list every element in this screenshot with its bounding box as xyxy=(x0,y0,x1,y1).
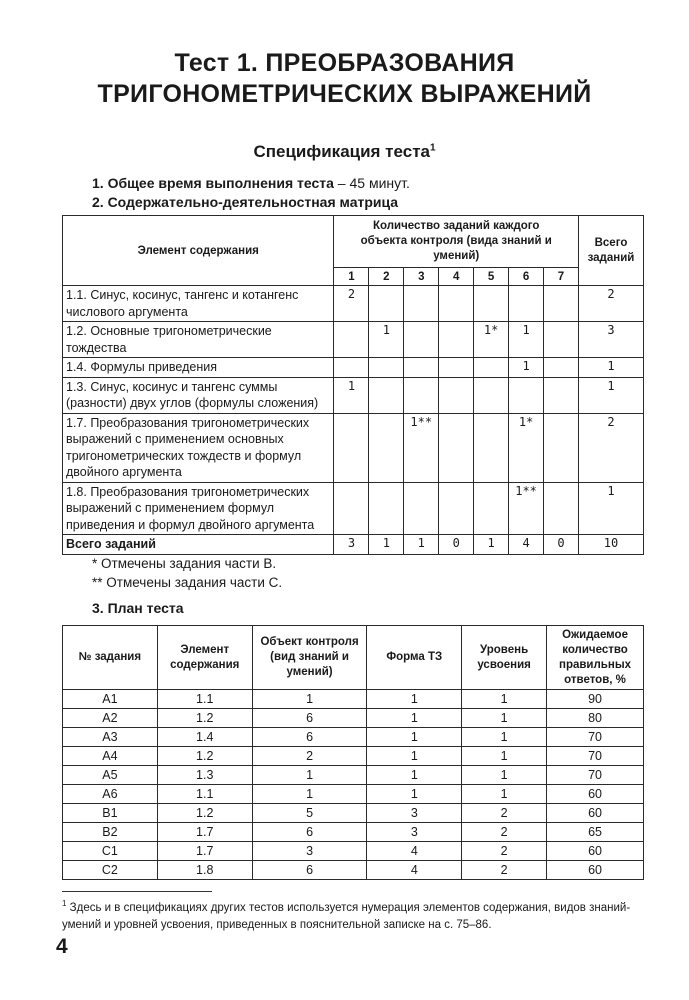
plan-cell: 1 xyxy=(252,690,367,709)
plan-cell: 1.7 xyxy=(157,842,252,861)
matrix-count-cell xyxy=(404,358,439,378)
plan-cell: 1 xyxy=(367,766,462,785)
plan-row xyxy=(63,709,644,728)
plan-cell: 2 xyxy=(252,747,367,766)
plan-cell: C1 xyxy=(63,842,158,861)
plan-cell: 6 xyxy=(252,709,367,728)
plan-column-header: Объект контроля (вид знаний и умений) xyxy=(252,626,367,690)
plan-heading: 3. План теста xyxy=(92,600,184,616)
plan-cell: 1 xyxy=(462,690,547,709)
matrix-count-cell xyxy=(544,377,579,413)
plan-cell: 70 xyxy=(547,747,644,766)
plan-cell: 1.8 xyxy=(157,861,252,880)
plan-row xyxy=(63,747,644,766)
matrix-row xyxy=(63,358,644,378)
matrix-total-row xyxy=(63,535,644,555)
plan-cell: A5 xyxy=(63,766,158,785)
plan-cell: 1.2 xyxy=(157,709,252,728)
matrix-row-total-cell: 2 xyxy=(578,286,643,322)
note-part-c: ** Отмечены задания части С. xyxy=(92,575,283,590)
plan-row xyxy=(63,728,644,747)
matrix-count-cell xyxy=(544,482,579,535)
plan-cell: 2 xyxy=(462,861,547,880)
plan-cell: 1 xyxy=(462,766,547,785)
matrix-row-total-cell: 10 xyxy=(578,535,643,555)
matrix-row-total-cell: 1 xyxy=(578,482,643,535)
page-number: 4 xyxy=(56,935,68,958)
plan-cell: 5 xyxy=(252,804,367,823)
footnote-text: Здесь и в спецификациях других тестов используется нумерация элементов содержания, видов знаний-умений и уровней усвоения, приведенных в пояснительной записке на с. 75–86. xyxy=(62,901,631,931)
plan-cell: 3 xyxy=(367,804,462,823)
matrix-count-cell xyxy=(334,322,369,358)
matrix-count-cell xyxy=(474,482,509,535)
matrix-column-header: 6 xyxy=(509,268,544,286)
matrix-count-cell xyxy=(509,286,544,322)
plan-cell: 60 xyxy=(547,842,644,861)
matrix-count-cell xyxy=(369,413,404,482)
matrix-count-cell: 1* xyxy=(474,322,509,358)
matrix-count-cell xyxy=(544,358,579,378)
plan-cell: 1 xyxy=(367,785,462,804)
matrix-column-header: 4 xyxy=(439,268,474,286)
footnote-rule xyxy=(62,891,212,892)
plan-cell: 2 xyxy=(462,823,547,842)
plan-row xyxy=(63,804,644,823)
matrix-row xyxy=(63,286,644,322)
matrix-count-cell: 1 xyxy=(404,535,439,555)
matrix-count-cell xyxy=(439,358,474,378)
matrix-count-cell xyxy=(369,377,404,413)
matrix-count-cell xyxy=(334,358,369,378)
matrix-count-cell xyxy=(439,286,474,322)
plan-row xyxy=(63,766,644,785)
plan-column-header: Уровень усвоения xyxy=(462,626,547,690)
matrix-count-cell: 4 xyxy=(509,535,544,555)
matrix-element-cell: 1.1. Синус, косинус, тангенс и котангенс числового аргумента xyxy=(63,286,334,322)
plan-cell: 1.1 xyxy=(157,785,252,804)
test-time-label: 1. Общее время выполнения теста xyxy=(92,175,334,191)
plan-row xyxy=(63,690,644,709)
matrix-count-cell: 3 xyxy=(334,535,369,555)
matrix-count-cell xyxy=(474,413,509,482)
matrix-row-total-cell: 1 xyxy=(578,377,643,413)
matrix-column-header: 3 xyxy=(404,268,439,286)
title-line-1: Тест 1. ПРЕОБРАЗОВАНИЯ xyxy=(174,49,515,77)
plan-cell: 1 xyxy=(462,728,547,747)
matrix-count-cell xyxy=(404,377,439,413)
matrix-count-cell: 1 xyxy=(509,358,544,378)
spec-heading-text: Спецификация теста xyxy=(253,142,430,161)
matrix-count-cell xyxy=(474,286,509,322)
matrix-count-cell: 1 xyxy=(474,535,509,555)
matrix-count-cell: 1 xyxy=(509,322,544,358)
matrix-count-cell xyxy=(334,413,369,482)
plan-cell: 3 xyxy=(252,842,367,861)
plan-cell: 1 xyxy=(367,747,462,766)
matrix-count-cell xyxy=(439,377,474,413)
plan-cell: 1.1 xyxy=(157,690,252,709)
matrix-column-header: 7 xyxy=(544,268,579,286)
footnote-mark: 1 xyxy=(62,899,67,908)
matrix-count-cell xyxy=(404,482,439,535)
plan-cell: 1 xyxy=(367,690,462,709)
plan-cell: 1 xyxy=(367,709,462,728)
plan-column-header: Ожидаемое количество правильных ответов, % xyxy=(547,626,644,690)
matrix-row-total-cell: 2 xyxy=(578,413,643,482)
plan-cell: A4 xyxy=(63,747,158,766)
matrix-element-cell: Всего заданий xyxy=(63,535,334,555)
plan-cell: 80 xyxy=(547,709,644,728)
plan-row xyxy=(63,861,644,880)
title-line-2: ТРИГОНОМЕТРИЧЕСКИХ ВЫРАЖЕНИЙ xyxy=(97,80,592,108)
test-time-value: – 45 минут. xyxy=(333,175,410,191)
matrix-count-cell xyxy=(509,377,544,413)
spec-heading xyxy=(0,142,689,162)
matrix-count-cell xyxy=(369,286,404,322)
plan-cell: 4 xyxy=(367,861,462,880)
matrix-row-total-cell: 3 xyxy=(578,322,643,358)
matrix-count-cell xyxy=(474,358,509,378)
plan-row xyxy=(63,823,644,842)
plan-cell: 2 xyxy=(462,842,547,861)
plan-cell: A2 xyxy=(63,709,158,728)
plan-cell: 1 xyxy=(252,766,367,785)
plan-cell: 90 xyxy=(547,690,644,709)
matrix-count-cell: 1 xyxy=(369,535,404,555)
matrix-count-cell xyxy=(544,413,579,482)
matrix-element-cell: 1.2. Основные тригонометрические тождества xyxy=(63,322,334,358)
plan-cell: 2 xyxy=(462,804,547,823)
plan-cell: 1.2 xyxy=(157,747,252,766)
plan-cell: 3 xyxy=(367,823,462,842)
matrix-count-cell: 2 xyxy=(334,286,369,322)
spec-heading-footnote-mark: 1 xyxy=(429,142,436,154)
matrix-header-total: Всего заданий xyxy=(578,216,643,286)
plan-cell: 6 xyxy=(252,728,367,747)
matrix-count-cell: 1* xyxy=(509,413,544,482)
matrix-count-cell: 1 xyxy=(369,322,404,358)
matrix-count-cell xyxy=(439,482,474,535)
test-plan-table xyxy=(62,625,644,880)
plan-cell: 6 xyxy=(252,823,367,842)
plan-cell: 1 xyxy=(462,747,547,766)
matrix-element-cell: 1.8. Преобразования тригонометрических выражений с применением формул приведения и формул двойного аргумента xyxy=(63,482,334,535)
matrix-label: 2. Содержательно-деятельностная матрица xyxy=(92,194,399,210)
matrix-count-cell xyxy=(439,322,474,358)
matrix-element-cell: 1.4. Формулы приведения xyxy=(63,358,334,378)
matrix-element-cell: 1.3. Синус, косинус и тангенс суммы (разности) двух углов (формулы сложения) xyxy=(63,377,334,413)
page-title xyxy=(0,48,689,110)
matrix-count-cell xyxy=(369,482,404,535)
plan-cell: C2 xyxy=(63,861,158,880)
matrix-count-cell: 1** xyxy=(404,413,439,482)
plan-cell: 60 xyxy=(547,861,644,880)
matrix-row-total-cell: 1 xyxy=(578,358,643,378)
matrix-count-cell xyxy=(474,377,509,413)
plan-column-header: Форма ТЗ xyxy=(367,626,462,690)
footnote xyxy=(62,895,646,934)
matrix-count-cell xyxy=(439,413,474,482)
matrix-count-cell: 0 xyxy=(544,535,579,555)
plan-row xyxy=(63,842,644,861)
plan-cell: 1.2 xyxy=(157,804,252,823)
matrix-row xyxy=(63,413,644,482)
plan-cell: 1.7 xyxy=(157,823,252,842)
matrix-count-cell xyxy=(369,358,404,378)
matrix-row xyxy=(63,322,644,358)
plan-cell: 1 xyxy=(367,728,462,747)
plan-row xyxy=(63,785,644,804)
plan-cell: 60 xyxy=(547,785,644,804)
matrix-element-cell: 1.7. Преобразования тригонометрических выражений с применением основных тригонометрических тождеств и формул двойного аргумента xyxy=(63,413,334,482)
plan-column-header: Элемент содержания xyxy=(157,626,252,690)
matrix-column-header: 1 xyxy=(334,268,369,286)
content-activity-matrix xyxy=(62,215,644,555)
matrix-count-cell xyxy=(544,286,579,322)
matrix-count-cell xyxy=(544,322,579,358)
matrix-column-header: 2 xyxy=(369,268,404,286)
plan-cell: 1.3 xyxy=(157,766,252,785)
matrix-count-cell: 0 xyxy=(439,535,474,555)
matrix-header-count: Количество заданий каждого объекта контроля (вида знаний и умений) xyxy=(334,216,578,268)
plan-cell: A1 xyxy=(63,690,158,709)
plan-cell: A3 xyxy=(63,728,158,747)
matrix-row xyxy=(63,377,644,413)
note-part-b: * Отмечены задания части В. xyxy=(92,556,277,571)
plan-cell: 1 xyxy=(252,785,367,804)
matrix-count-cell xyxy=(334,482,369,535)
matrix-count-cell: 1** xyxy=(509,482,544,535)
test-time-line xyxy=(92,175,410,191)
plan-cell: A6 xyxy=(63,785,158,804)
plan-cell: 6 xyxy=(252,861,367,880)
plan-cell: B2 xyxy=(63,823,158,842)
plan-cell: 70 xyxy=(547,766,644,785)
plan-cell: 4 xyxy=(367,842,462,861)
plan-cell: 1.4 xyxy=(157,728,252,747)
matrix-count-cell xyxy=(404,286,439,322)
plan-column-header: № задания xyxy=(63,626,158,690)
plan-cell: B1 xyxy=(63,804,158,823)
matrix-column-header: 5 xyxy=(474,268,509,286)
plan-cell: 60 xyxy=(547,804,644,823)
plan-cell: 1 xyxy=(462,785,547,804)
plan-cell: 65 xyxy=(547,823,644,842)
matrix-header-element: Элемент содержания xyxy=(63,216,334,286)
matrix-count-cell: 1 xyxy=(334,377,369,413)
matrix-count-cell xyxy=(404,322,439,358)
plan-cell: 1 xyxy=(462,709,547,728)
plan-cell: 70 xyxy=(547,728,644,747)
matrix-row xyxy=(63,482,644,535)
